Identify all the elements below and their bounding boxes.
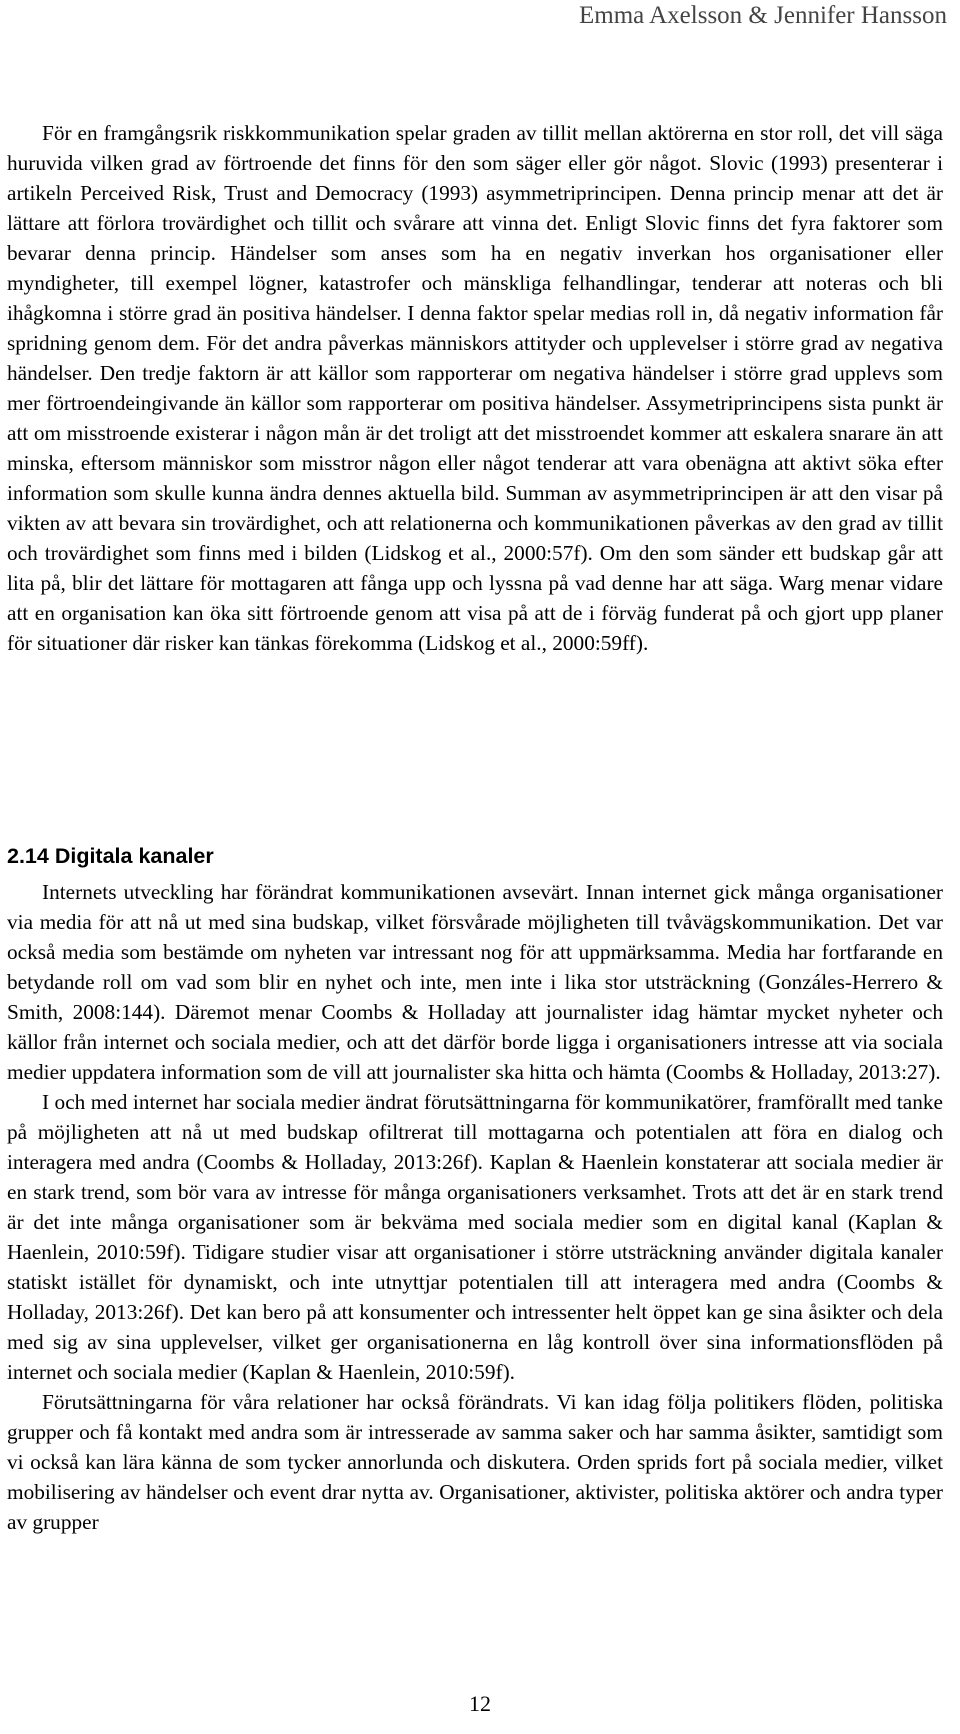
body-paragraph: Förutsättningarna för våra relationer har också förändrats. Vi kan idag följa politikers flöden, politiska grupper och få kontakt med andra som är intresserade av samma saker och har samma åsikter, samtidigt som vi också kan lära känna de som tycker annorlunda och diskutera. Orden sprids fort på sociala medier, vilket mobilisering av händelser och event drar nytta av. Organisationer, aktivister, politiska aktörer och andra typer av grupper	[7, 1390, 943, 1534]
running-header: Emma Axelsson & Jennifer Hansson	[578, 2, 947, 29]
body-paragraph: För en framgångsrik riskkommunikation spelar graden av tillit mellan aktörerna en stor roll, det vill säga huruvida vilken grad av förtroende det finns för den som säger eller gör något. Slovic (1993) presenterar i artikeln Perceived Risk, Trust and Democracy (1993) asymmetriprincipen. Denna princip menar att det är lättare att förlora trovärdighet och tillit och svårare att vinna det. Enligt Slovic finns det fyra faktorer som bevarar denna princip. Händelser som anses som ha en negativ inverkan hos organisationer eller myndigheter, till exempel lögner, katastrofer och mänskliga felhandlingar, tenderar att noteras och bli ihågkomna i större grad än positiva händelser. I denna faktor spelar medias roll in, då negativ information får spridning genom dem. För det andra påverkas människors attityder och upplevelser i större grad av negativa händelser. Den tredje faktorn är att källor som rapporterar om negativa händelser i större grad upplevs som mer förtroendeingivande än källor som rapporterar om positiva händelser. Assymetriprincipens sista punkt är att om misstroende existerar i någon mån är det troligt att det misstroendet kommer att eskalera snarare än att minska, eftersom människor som misstror någon eller något tenderar att vara obenägna att aktivt söka efter information som skulle kunna ändra dennes aktuella bild. Summan av asymmetriprincipen är att den visar på vikten av att bevara sin trovärdighet, och att relationerna och kommunikationen påverkas av den grad av tillit och trovärdighet som finns med i bilden (Lidskog et al., 2000:57f). Om den som sänder ett budskap går att lita på, blir det lättare för mottagaren att fånga upp och lyssna på vad denne har att säga. Warg menar vidare att en organisation kan öka sitt förtroende genom att visa på att de i förväg funderat på och gjort upp planer för situationer där risker kan tänkas förekomma (Lidskog et al., 2000:59ff).	[7, 121, 943, 655]
body-section-2	[7, 877, 943, 1537]
section-heading: 2.14 Digitala kanaler	[7, 844, 214, 868]
body-section-1	[7, 118, 943, 658]
page-number: 12	[469, 1691, 491, 1716]
body-paragraph: Internets utveckling har förändrat kommunikationen avsevärt. Innan internet gick många organisationer via media för att nå ut med sina budskap, vilket försvårade möjligheten till tvåvägskommunikation. Det var också media som bestämde om nyheten var intressant nog för att uppmärksamma. Media har fortfarande en betydande roll om vad som blir en nyhet och inte, men inte i lika stor utsträckning (Gonzáles-Herrero & Smith, 2008:144). Däremot menar Coombs & Holladay att journalister idag hämtar mycket nyheter och källor från internet och sociala medier, och att det därför borde ligga i organisationers intresse att via sociala medier uppdatera information som de vill att journalister ska hitta och hämta (Coombs & Holladay, 2013:27).	[7, 880, 943, 1084]
body-paragraph: I och med internet har sociala medier ändrat förutsättningarna för kommunikatörer, framförallt med tanke på möjligheten att nå ut med budskap ofiltrerat till mottagarna och potentialen att föra en dialog och interagera med andra (Coombs & Holladay, 2013:26f). Kaplan & Haenlein konstaterar att sociala medier är en stark trend, som bör vara av intresse för många organisationers verksamhet. Trots att det är en stark trend är det inte många organisationer som är bekväma med sociala medier som en digital kanal (Kaplan & Haenlein, 2010:59f). Tidigare studier visar att organisationer i större utsträckning använder digitala kanaler statiskt istället för dynamiskt, och inte utnyttjar potentialen till att interagera med andra (Coombs & Holladay, 2013:26f). Det kan bero på att konsumenter och intressenter helt öppet kan ge sina åsikter och dela med sig av sina upplevelser, vilket ger organisationerna en låg kontroll över sina informationsflöden på internet och sociala medier (Kaplan & Haenlein, 2010:59f).	[7, 1090, 943, 1384]
